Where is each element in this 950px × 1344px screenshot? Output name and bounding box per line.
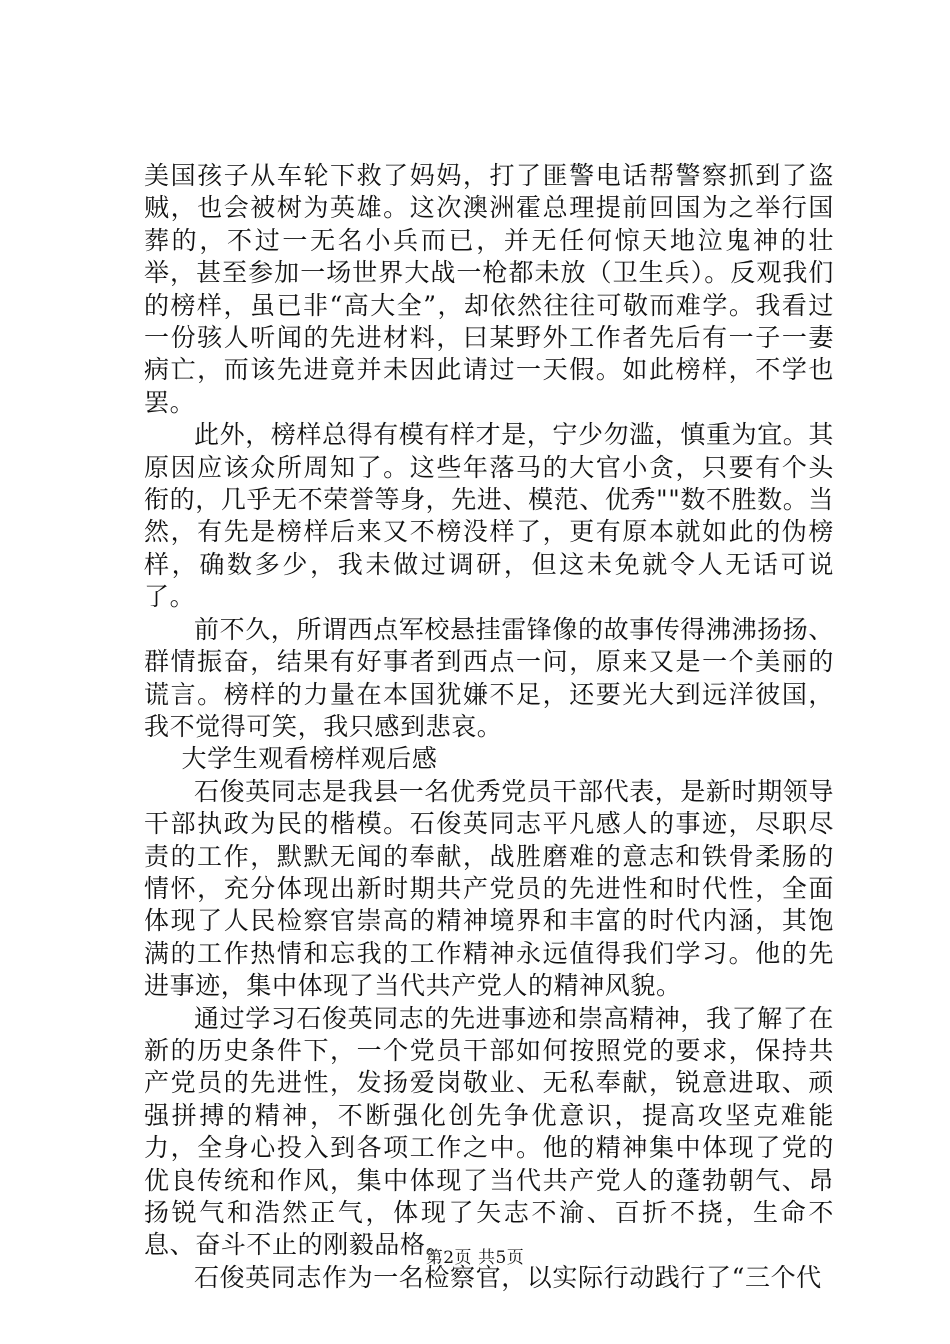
paragraph: 前不久，所谓西点军校悬挂雷锋像的故事传得沸沸扬扬、群情振奋，结果有好事者到西点一问，原来又是一个美丽的谎言。榜样的力量在本国犹嫌不足，还要光大到远洋彼国，我不觉得可笑，我只感到悲哀。 xyxy=(144,614,835,741)
page-number-footer: 第2页 共5页 xyxy=(425,1248,525,1268)
document-body xyxy=(144,160,834,1294)
paragraph: 通过学习石俊英同志的先进事迹和崇高精神，我了解了在新的历史条件下，一个党员干部如何按照党的要求，保持共产党员的先进性，发扬爱岗敬业、无私奉献，锐意进取、顽强拼搏的精神，不断强化创先争优意识，提高攻坚克难能力，全身心投入到各项工作之中。他的精神集中体现了党的优良传统和作风，集中体现了当代共产党人的蓬勃朝气、昂扬锐气和浩然正气，体现了矢志不渝、百折不挠，生命不息、奋斗不止的刚毅品格。 xyxy=(144,1003,835,1260)
paragraph: 石俊英同志是我县一名优秀党员干部代表，是新时期领导干部执政为民的楷模。石俊英同志平凡感人的事迹，尽职尽责的工作，默默无闻的奉献，战胜磨难的意志和铁骨柔肠的情怀，充分体现出新时期共产党员的先进性和时代性，全面体现了人民检察官崇高的精神境界和丰富的时代内涵，其饱满的工作热情和忘我的工作精神永远值得我们学习。他的先进事迹，集中体现了当代共产党人的精神风貌。 xyxy=(144,776,835,1001)
section-heading: 大学生观看榜样观后感 xyxy=(181,744,438,774)
paragraph: 石俊英同志作为一名检察官，以实际行动践行了“三个代 xyxy=(194,1262,822,1292)
paragraph: 美国孩子从车轮下救了妈妈，打了匪警电话帮警察抓到了盗贼，也会被树为英雄。这次澳洲霍总理提前回国为之举行国葬的，不过一无名小兵而已，并无任何惊天地泣鬼神的壮举，甚至参加一场世界大战一枪都未放（卫生兵）。反观我们的榜样，虽已非“高大全”，却依然往往可敬而难学。我看过一份骇人听闻的先进材料，曰某野外工作者先后有一子一妻病亡，而该先进竟并未因此请过一天假。如此榜样，不学也罢。 xyxy=(144,161,834,417)
paragraph: 此外，榜样总得有模有样才是，宁少勿滥，慎重为宜。其原因应该众所周知了。这些年落马的大官小贪，只要有个头衔的，几乎无不荣誉等身，先进、模范、优秀""数不胜数。当然，有先是榜样后来又不榜没样了，更有原本就如此的伪榜样，确数多少，我未做过调研，但这未免就令人无话可说了。 xyxy=(144,420,835,612)
